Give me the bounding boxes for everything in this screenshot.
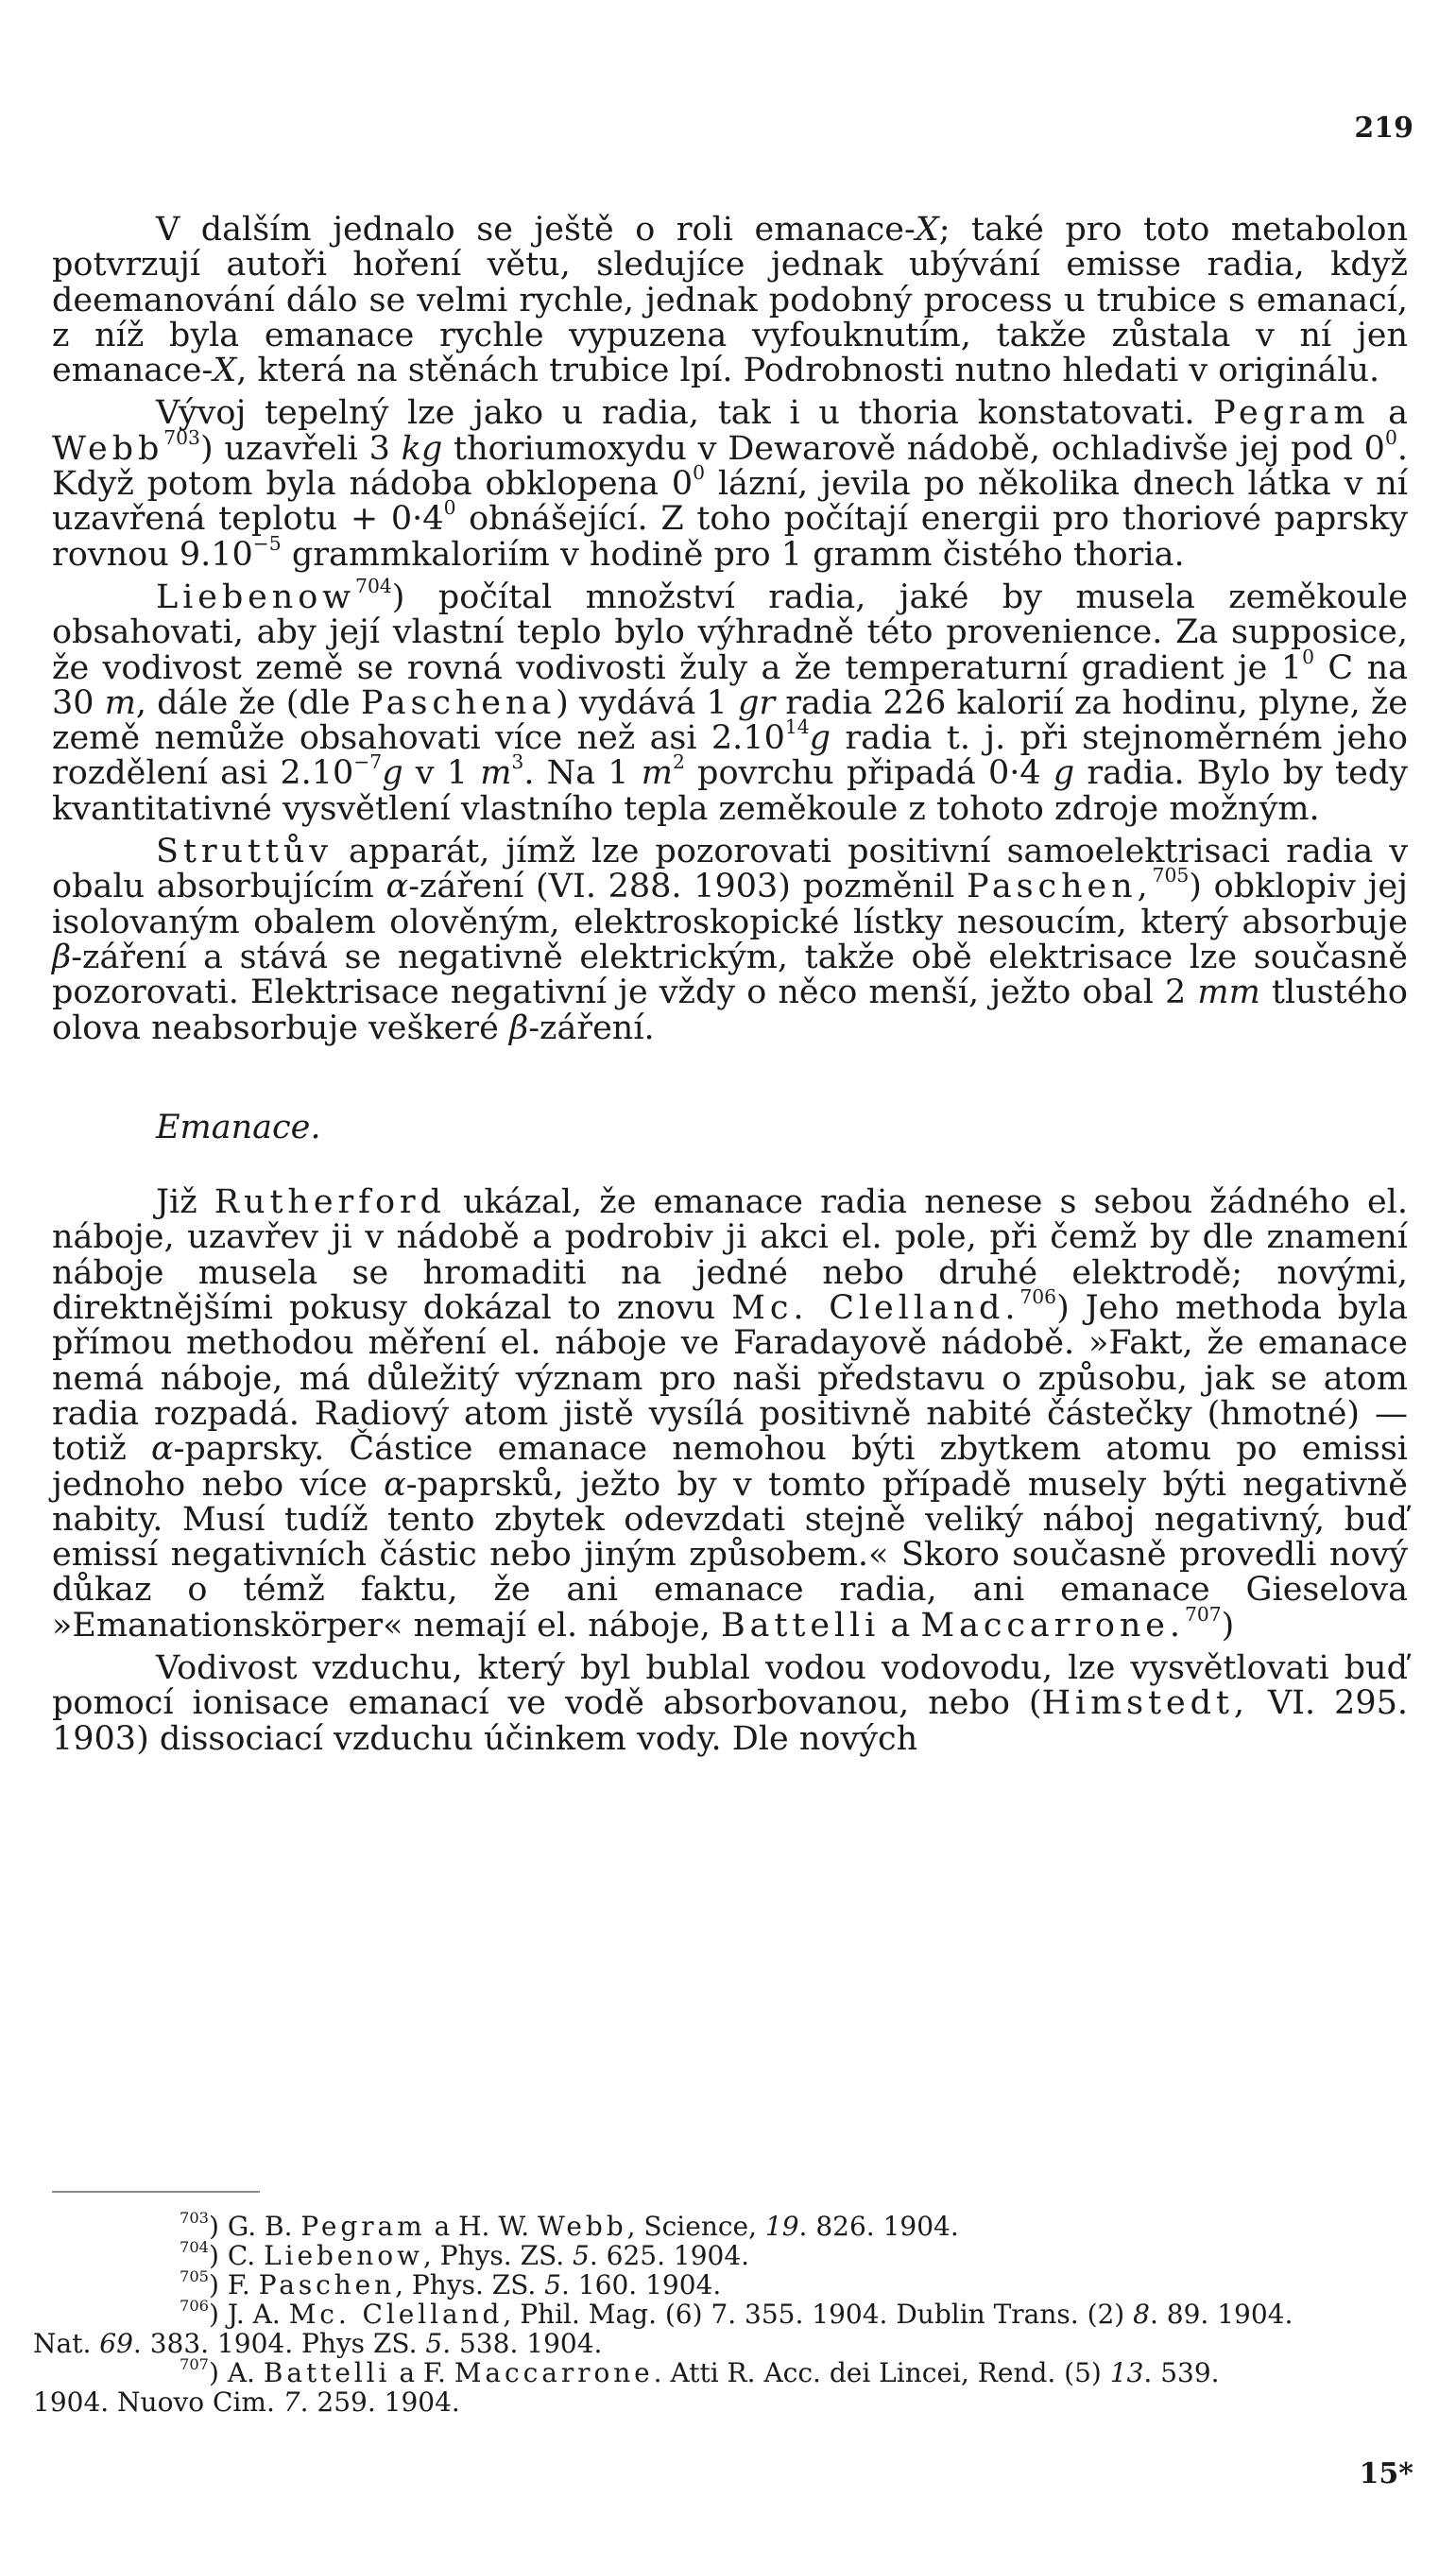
footnote-707: $^{707}$) A. Battelli a F. Maccarrone. Atti R. Acc. dei Lincei, Rend. (5) 13. 539.	[180, 2355, 1220, 2388]
author-name: Himstedt,	[1041, 1684, 1249, 1723]
paragraph-2: Vývoj tepelný lze jako u radia, tak i u thoria konstatovati. Pegram a Webb$^{703}$) uzavřeli 3 kg thoriumoxydu v Dewarově nádobě, ochladivše jej pod $0^0$. Když potom byla nádoba obklopena $0^0$ lázní, jevila po několika dnech látka v ní uzavřená teplotu + $0\cdot 4^0$ obnášející. Z toho počítají energii pro thoriové paprsky rovnou $9.10^{-5}$ grammkaloriím v hodině pro 1 gramm čistého thoria.	[52, 394, 1408, 574]
footnote-706-cont: Nat. 69. 383. 1904. Phys ZS. 5. 538. 1904.	[33, 2328, 603, 2359]
paragraph-6: Vodivost vzduchu, který byl bublal vodou vodovodu, lze vysvětlovati buď pomocí ionisace emanací ve vodě absorbovanou, nebo (Himstedt, VI. 295. 1903) dissociací vzduchu účinkem vody. Dle nových	[52, 1648, 1408, 1758]
footnote-ref: 705	[1152, 864, 1190, 887]
footnote-ref: 703	[163, 425, 200, 449]
author-name: Webb	[52, 429, 164, 468]
main-text	[52, 213, 1408, 1757]
paragraph-3: Liebenow$^{704}$) počítal množství radia, jaké by musela zeměkoule obsahovati, aby její vlastní teplo bylo výhradně této provenience. Za supposice, že vodivost země se rovná vodivosti žuly a že temperaturní gradient je $1^0$ C na 30 m, dále že (dle Paschena) vydává 1 gr radia 226 kalorií za hodinu, plyne, že země nemůže obsahovati více než asi 2.10$^{14}$g radia t. j. při stejnoměrném jeho rozdělení asi $2.10^{-7}g$ v 1 $m^3$. Na 1 $m^2$ povrchu připadá 0·4 g radia. Bylo by tedy kvantitativné vysvětlení vlastního tepla zeměkoule z tohoto zdroje možným.	[52, 574, 1409, 828]
author-name: Paschen,	[967, 868, 1153, 906]
author-name: Struttův	[156, 833, 333, 871]
author-name: Liebenow	[156, 577, 356, 616]
footnote-704: $^{704}$) C. Liebenow, Phys. ZS. 5. 625. 1904.	[180, 2238, 750, 2271]
footnote-divider	[52, 2191, 260, 2193]
author-name: Maccarrone.	[920, 1606, 1185, 1645]
page-number: 219	[1354, 112, 1413, 145]
section-heading: Emanace.	[156, 1108, 321, 1146]
author-name: Pegram	[1213, 394, 1370, 433]
paragraph-1: V dalším jednalo se ještě o roli emanace-X; také pro toto metabolon potvrzují autoři hoření větu, sledujíce jednak ubývání emisse radia, když deemanování dálo se velmi rychle, jednak podobný process u trubice s emanací, z níž byla emanace rychle vypuzena vyfouknutím, takže zůstala v ní jen emanace-X, která na stěnách trubice lpí. Podrobnosti nutno hledati v originálu.	[52, 211, 1408, 390]
footnote-707-cont: 1904. Nuovo Cim. 7. 259. 1904.	[33, 2386, 460, 2418]
author-name: Mc. Clelland.	[731, 1289, 1020, 1328]
footnote-705: $^{705}$) F. Paschen, Phys. ZS. 5. 160. 1904.	[180, 2267, 722, 2300]
signature-mark: 15*	[1359, 2457, 1413, 2490]
footnote-703: $^{703}$) G. B. Pegram a H. W. Webb, Science, 19. 826. 1904.	[180, 2209, 959, 2242]
footnote-ref: 704	[355, 574, 392, 597]
paragraph-5: Již Rutherford ukázal, že emanace radia nenese s sebou žádného el. náboje, uzavřev ji v nádobě a podrobiv ji akci el. pole, při čemž by dle znamení náboje musela se hromaditi na jedné nebo druhé elektrodě; novými, direktnějšími pokusy dokázal to znovu Mc. Clelland.$^{706}$) Jeho methoda byla přímou methodou měření el. náboje ve Faradayově nádobě. »Fakt, že emanace nemá náboje, má důležitý význam pro naši představu o způsobu, jak se atom radia rozpadá. Radiový atom jistě vysílá positivně nabité částečky (hmotné) — totiž α-paprsky. Částice emanace nemohou býti zbytkem atomu po emissi jednoho nebo více α-paprsků, ježto by v tomto případě musely býti negativně nabity. Musí tudíž tento zbytek odevzdati stejně veliký náboj negativný, buď emissí negativních částic nebo jiným způsobem.« Skoro současně provedli nový důkaz o témž faktu, že ani emanace radia, ani emanace Gieselova »Emanationskörper« nemají el. náboje, Battelli a Maccarrone.$^{707}$)	[52, 1183, 1408, 1645]
footnote-706: $^{706}$) J. A. Mc. Clelland, Phil. Mag. (6) 7. 355. 1904. Dublin Trans. (2) 8. 89. 1904.	[180, 2297, 1293, 2330]
footnotes	[33, 2209, 1408, 2418]
footnote-ref: 707	[1184, 1602, 1222, 1626]
author-name: Rutherford	[214, 1183, 446, 1222]
paragraph-4: Struttův apparát, jímž lze pozorovati positivní samoelektrisaci radia v obalu absorbujícím α-záření (VI. 288. 1903) pozměnil Paschen,$^{705}$) obklopiv jej isolovaným obalem olověným, elektroskopické lístky nesoucím, který absorbuje β-záření a stává se negativně elektrickým, takže obě elektrisace lze současně pozorovati. Elektrisace negativní je vždy o něco menší, ježto obal 2 mm tlustého olova neabsorbuje veškeré β-záření.	[52, 833, 1408, 1047]
author-name: Paschena	[360, 683, 557, 722]
footnote-ref: 706	[1019, 1284, 1057, 1308]
author-name: Battelli	[721, 1606, 881, 1645]
